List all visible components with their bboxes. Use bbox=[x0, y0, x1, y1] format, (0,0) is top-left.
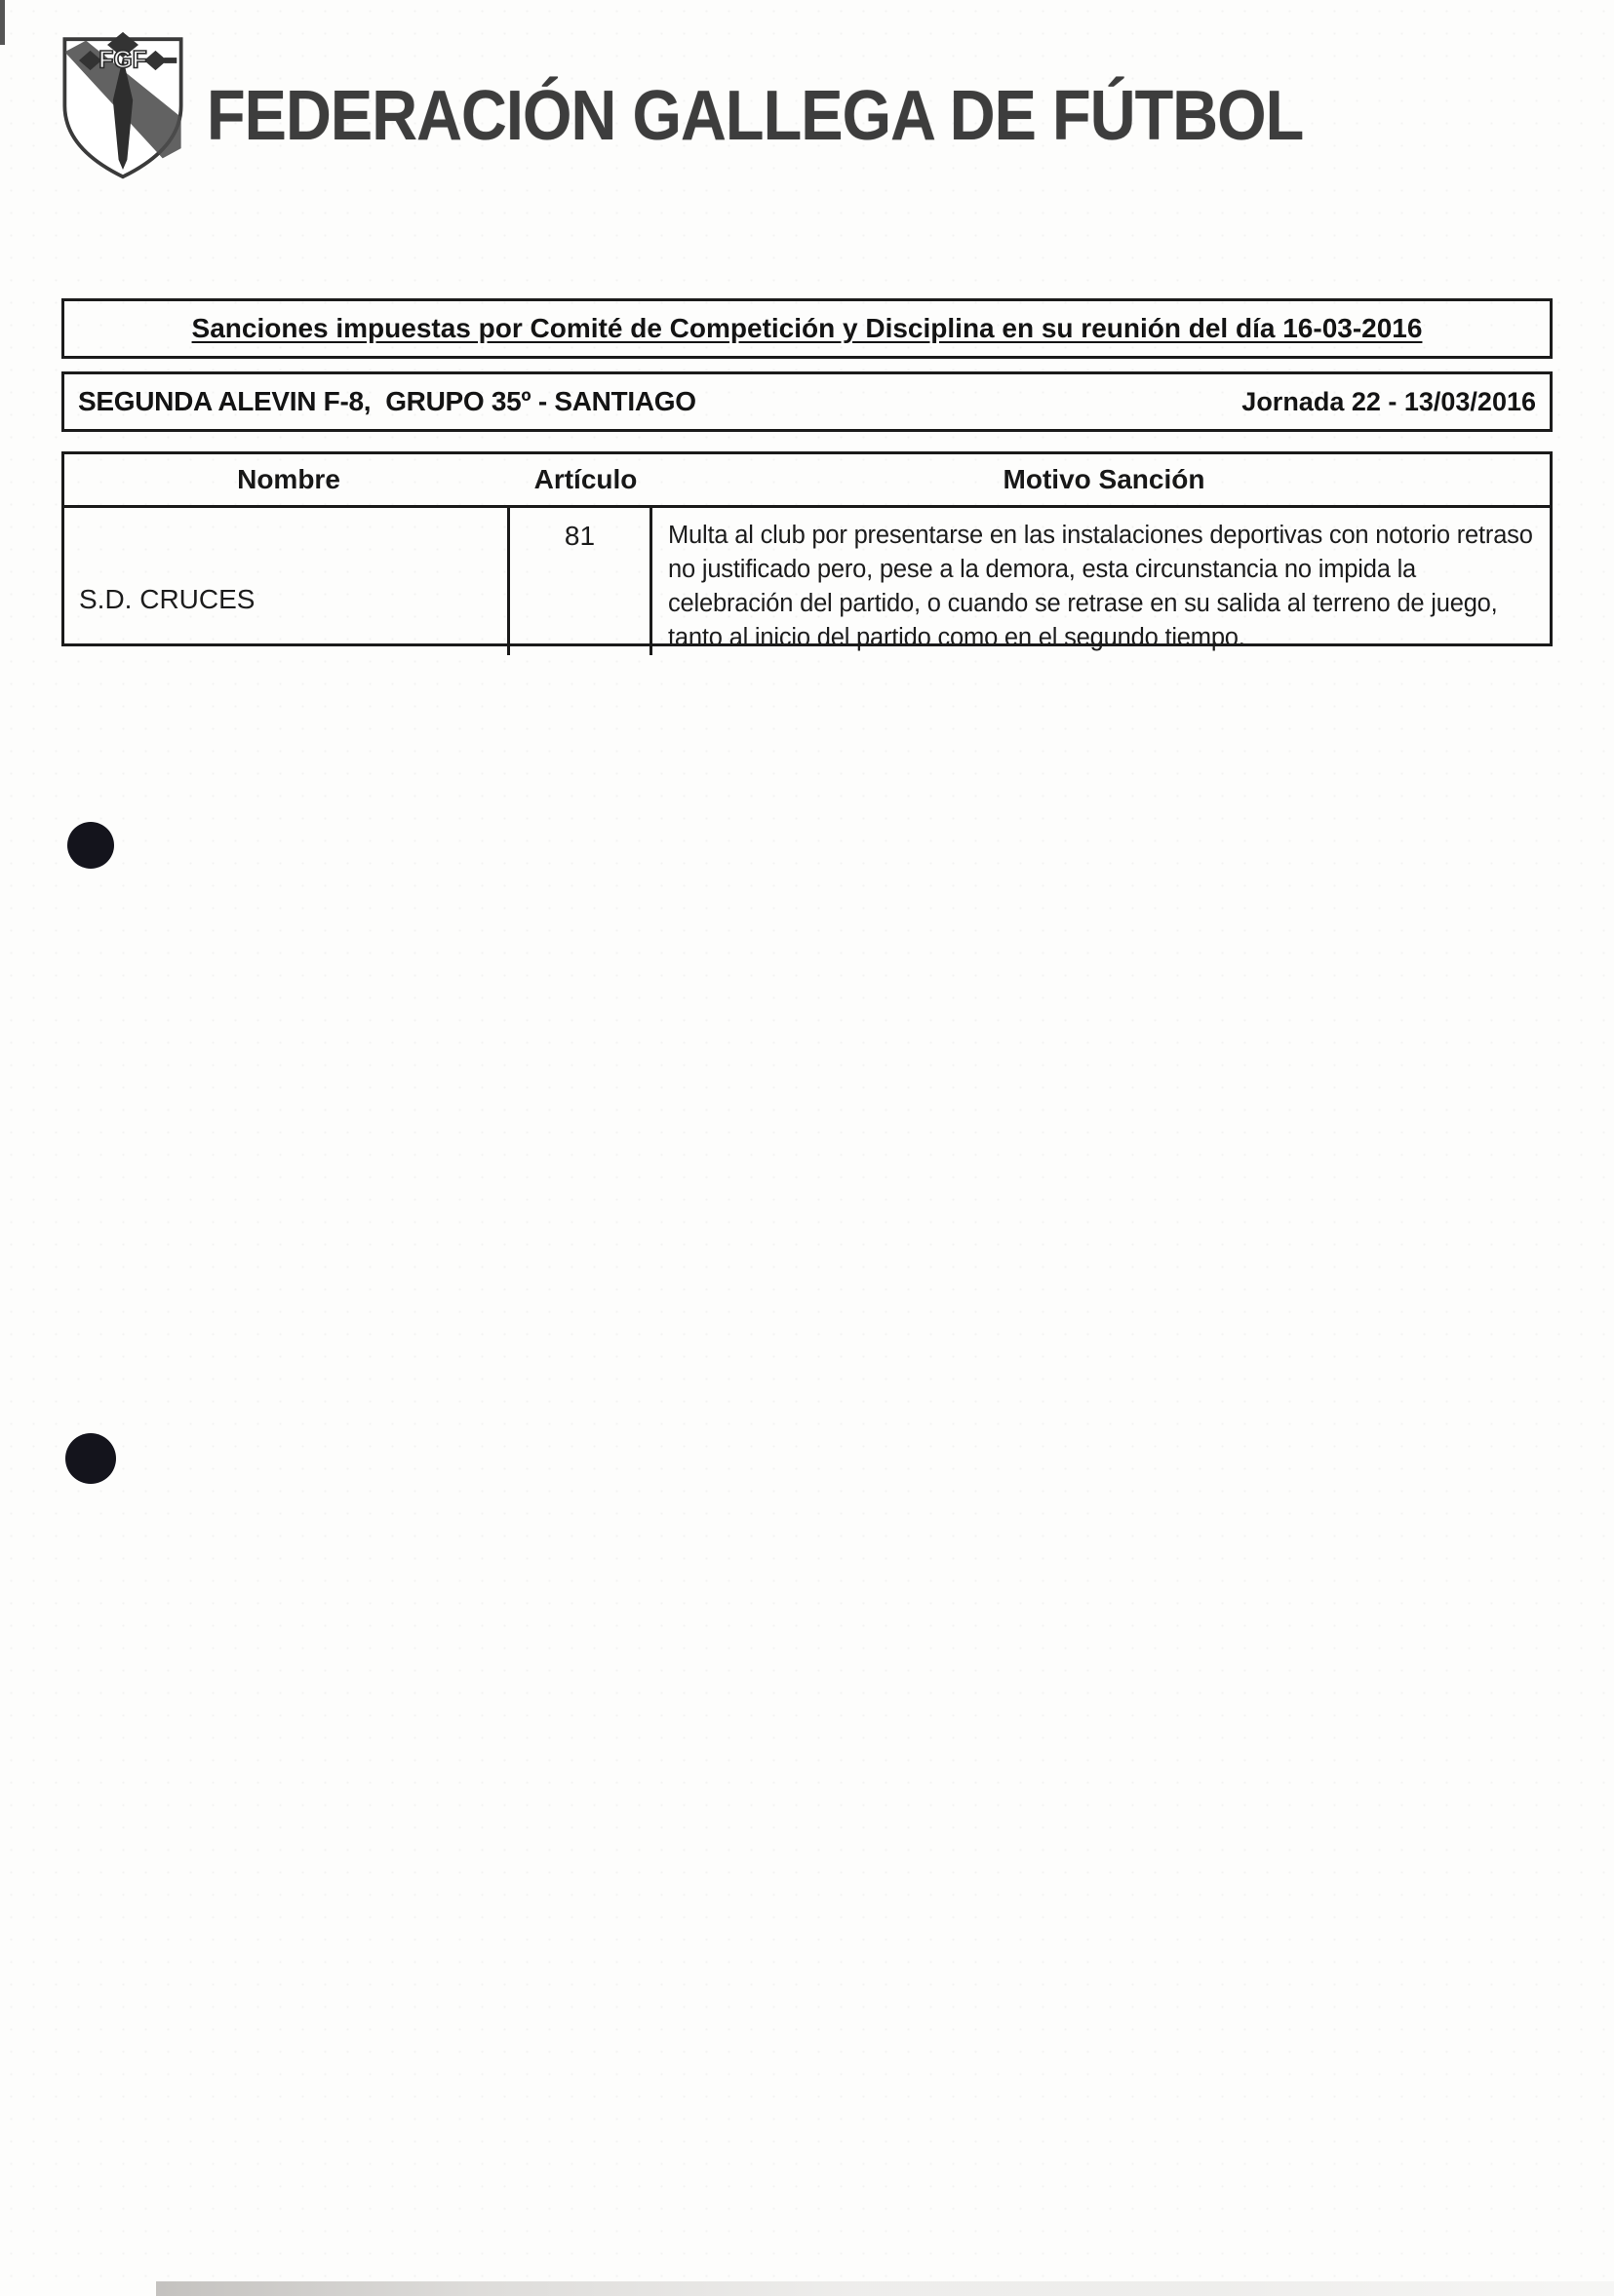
matchday-label: Jornada 22 - 13/03/2016 bbox=[1241, 386, 1536, 416]
sanctions-banner-text: Sanciones impuestas por Comité de Competición y Disciplina en su reunión del día 16-03-2016 bbox=[191, 313, 1423, 343]
sanctions-banner bbox=[61, 298, 1553, 359]
sanctions-table bbox=[61, 451, 1553, 651]
column-header-nombre: Nombre bbox=[237, 464, 340, 494]
punch-hole-top bbox=[67, 822, 114, 869]
table-row bbox=[64, 508, 1550, 655]
column-header-motivo: Motivo Sanción bbox=[1003, 464, 1205, 494]
competition-name: SEGUNDA ALEVIN F-8, GRUPO 35º - SANTIAGO bbox=[78, 386, 696, 416]
table-header-row bbox=[64, 454, 1550, 508]
shield-icon bbox=[49, 29, 197, 185]
cell-motivo: Multa al club por presentarse en las instalaciones deportivas con notorio retraso no justificado pero, pese a la demora, esta circunstancia no impida la celebración del partido, o cuando se retrase en su salida al terreno de juego, tanto al inicio del partido como en el segundo tiempo. bbox=[668, 522, 1533, 651]
cell-articulo: 81 bbox=[510, 508, 652, 655]
scan-bottom-shadow bbox=[156, 2281, 1614, 2296]
cell-nombre: S.D. CRUCES bbox=[64, 508, 510, 655]
crest-initials: FGF bbox=[98, 47, 147, 74]
fgf-crest-logo bbox=[49, 29, 197, 185]
organization-title: FEDERACIÓN GALLEGA DE FÚTBOL bbox=[207, 77, 1304, 155]
competition-bar bbox=[61, 371, 1553, 432]
punch-hole-bottom bbox=[65, 1433, 116, 1484]
scan-edge-artifact bbox=[0, 0, 5, 45]
column-header-articulo: Artículo bbox=[533, 464, 638, 494]
